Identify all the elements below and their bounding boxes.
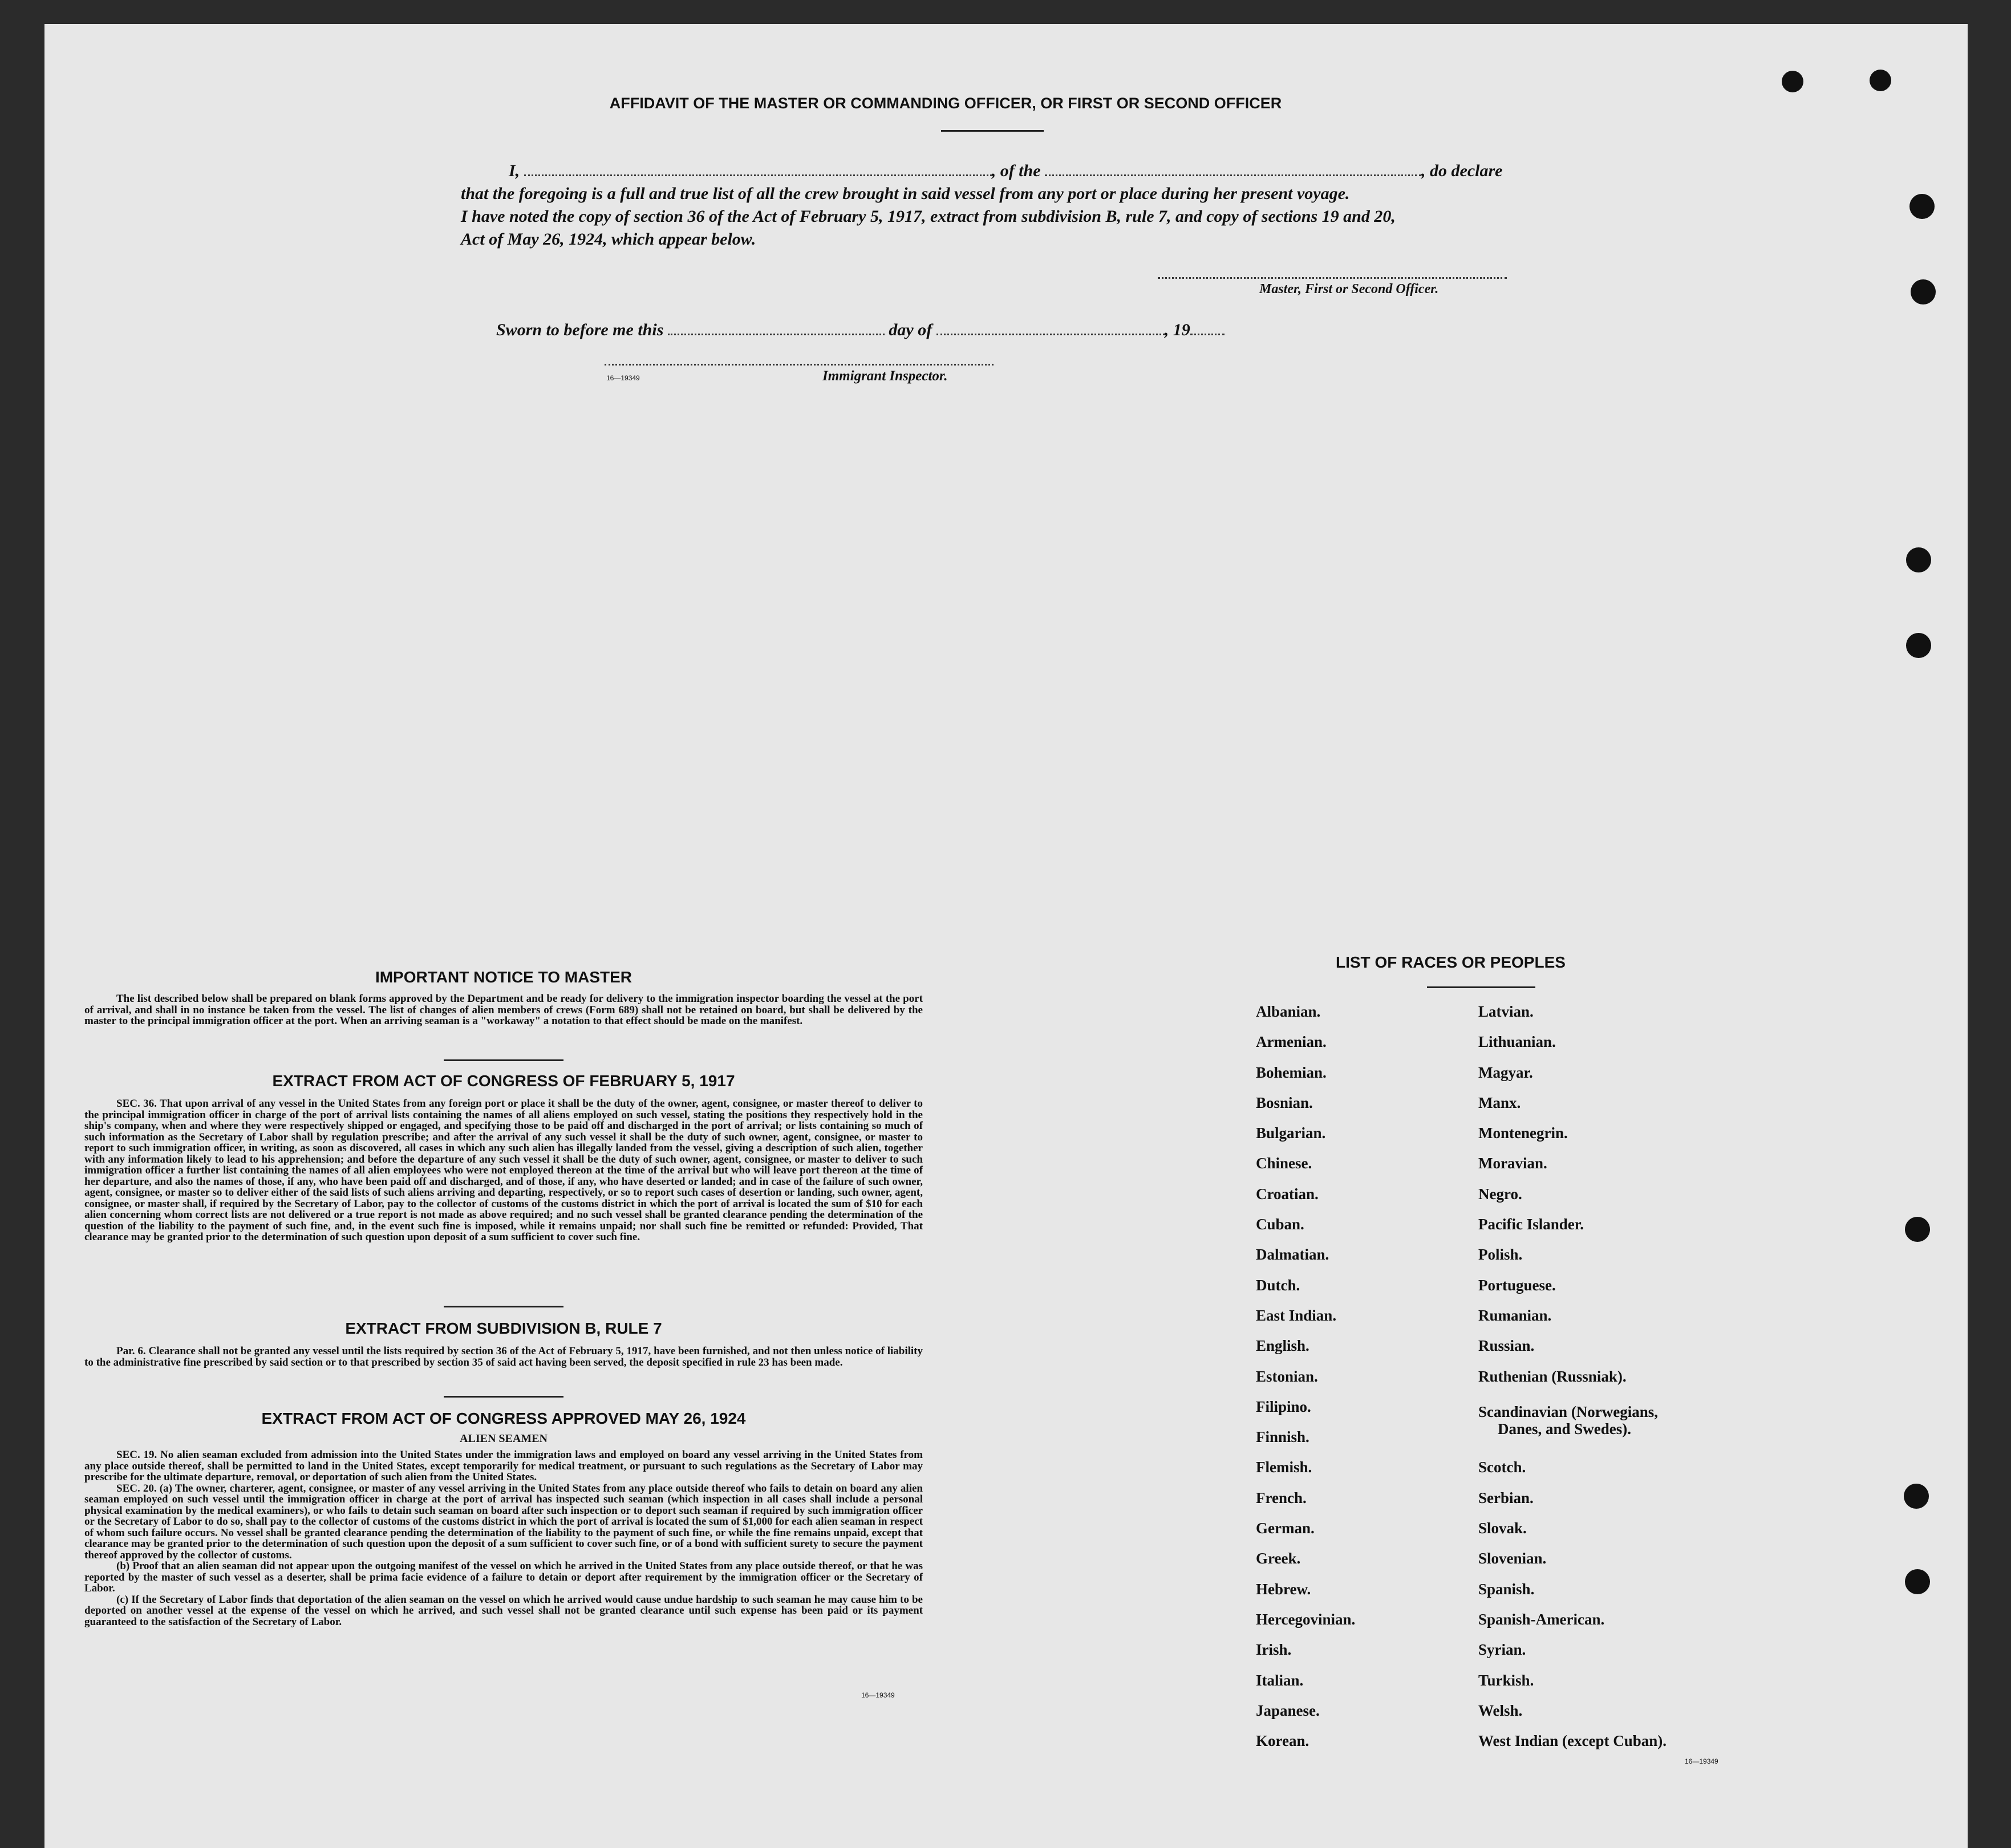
master-signature-line[interactable] [1158,276,1507,279]
divider [444,1306,563,1307]
races-left-column [1256,997,1461,1756]
list-item: Bosnian. [1256,1094,1313,1111]
notice-title: IMPORTANT NOTICE TO MASTER [375,968,633,986]
affidavit-line-2: that the foregoing is a full and true list of all the crew brought in said vessel from any port or place during her present voyage. [461,184,1350,203]
list-item: Slovenian. [1478,1550,1547,1567]
list-item: Montenegrin. [1478,1124,1568,1142]
affidavit-of-the: , of the [991,161,1041,180]
divider [444,1059,563,1061]
list-item: Rumanian. [1478,1306,1552,1324]
extract3-subtitle: ALIEN SEAMEN [460,1432,548,1445]
list-item: Japanese. [1256,1701,1320,1719]
extract3-text: SEC. 19. No alien seaman excluded from admission into the United States under the immigration laws and employed on board any vessel arriving in the United States from any place outside thereof, shall be permitted to land in the United States, except temporarily for medical treatment, or pursuant to such regulations as the Secretary of Labor may prescribe for the ultimate departure, removal, or deportation of such alien from the United States. SEC. 20. (a) The owner, charterer, agent, consignee, or master of any vessel arriving in the United States from any place outside thereof who fails to detain on board any alien seaman employed on such vessel until the immigration officer in charge at the port of arrival has inspected such seaman (which inspection in all cases shall include a personal physical examination by the medical examiners), or who fails to detain such seaman on board after such inspection or to deport such seaman if required by such immigration officer or the Secretary of Labor to do so, shall pay to the collector of customs of the customs district in which the port of arrival is located the sum of $1,000 for each alien seaman in respect of whom such failure occurs. No vessel shall be granted clearance pending the determination of the liability to the payment of such fine, or while the fine remains unpaid, except that clearance may be granted prior to the determination of such question upon the deposit of a sum sufficient to cover such fine, or of a bond with sufficient surety to secure the payment thereof approved by the collector of customs. (b) Proof that an alien seaman did not appear upon the outgoing manifest of the vessel on which he arrived in the United States from any place outside thereof, or that he was reported by the master of such vessel as a deserter, shall be prima facie evidence of a failure to detain or deport after requirement by the immigration officer or the Secretary of Labor. (c) If the Secretary of Labor finds that deportation of the alien seaman on the vessel on which he arrived would cause undue hardship to such seaman he may cause him to be deported on another vessel at the expense of the vessel on which he arrived, and such vessel shall not be granted clearance until such expense has been paid or its payment guaranteed to the satisfaction of the Secretary of Labor. [84,1449,923,1628]
list-item: Magyar. [1478,1063,1533,1081]
sworn-date-field[interactable] [668,321,885,335]
list-item: Lithuanian. [1478,1033,1556,1051]
inspector-signature-line[interactable] [605,363,994,365]
punch-hole [1911,279,1936,304]
list-item: Spanish. [1478,1580,1535,1598]
list-item: West Indian (except Cuban). [1478,1732,1667,1750]
form-number: 16—19349 [861,1691,895,1699]
list-item: Filipino. [1256,1398,1311,1415]
list-item: Chinese. [1256,1155,1312,1172]
affidavit-line-4: Act of May 26, 1924, which appear below. [461,230,756,249]
extract3-title: EXTRACT FROM ACT OF CONGRESS APPROVED MAY 26, 1924 [261,1410,746,1427]
notice-text: The list described below shall be prepared on blank forms approved by the Department and be ready for delivery to the immigration inspector boarding the vessel at the port of arrival, and shall in no instance be taken from the vessel. The list of changes of alien members of crews (Form 689) shall not be retained on board, but shall be delivered by the master to the principal immigration officer at the port. When an arriving seaman is a "workaway" a notation to that effect should be made on the manifest. [84,993,923,1027]
sworn-month-field[interactable] [936,321,1165,335]
punch-hole [1906,633,1931,658]
list-item: Scandinavian (Norwegians, Danes, and Swedes). [1478,1403,1659,1437]
list-item: Scotch. [1478,1459,1526,1476]
affidavit-body [461,160,1573,251]
sworn-year-field[interactable] [1190,321,1225,335]
list-item: Cuban. [1256,1216,1304,1233]
inspector-label: Immigrant Inspector. [822,368,948,384]
list-item: East Indian. [1256,1306,1337,1324]
list-item: Serbian. [1478,1489,1534,1506]
affidavit-line-3: I have noted the copy of section 36 of the Act of February 5, 1917, extract from subdivision B, rule 7, and copy of sections 19 and 20, [461,207,1396,226]
list-item: Pacific Islander. [1478,1216,1584,1233]
list-item: Moravian. [1478,1155,1547,1172]
list-item: French. [1256,1489,1307,1506]
punch-hole [1870,70,1891,91]
list-item: Bohemian. [1256,1063,1327,1081]
list-item: German. [1256,1520,1315,1537]
list-item: Hercegovinian. [1256,1610,1356,1628]
master-signature-label: Master, First or Second Officer. [1259,282,1439,297]
form-number: 16—19349 [606,374,640,382]
punch-hole [1905,1569,1930,1594]
list-item: Spanish-American. [1478,1610,1605,1628]
divider [444,1396,563,1398]
list-item: Dutch. [1256,1276,1300,1294]
divider [941,130,1044,132]
list-item: Dalmatian. [1256,1246,1329,1264]
list-item: Portuguese. [1478,1276,1556,1294]
extract2-text: Par. 6. Clearance shall not be granted any vessel until the lists required by section 36 of the Act of February 5, 1917, have been furnished, and not then unless notice of liability to the administrative fine prescribed by said section or to that prescribed by section 35 of said act having been served, the deposit specified in rule 23 has been made. [84,1345,923,1368]
list-item: Korean. [1256,1732,1309,1750]
list-item: Estonian. [1256,1367,1318,1385]
list-item: English. [1256,1337,1309,1355]
affidavit-do-declare: , do declare [1421,161,1503,180]
list-item: Irish. [1256,1641,1292,1659]
list-item: Polish. [1478,1246,1523,1264]
affidavit-i: I, [509,161,520,180]
list-item: Finnish. [1256,1428,1309,1446]
list-item: Bulgarian. [1256,1124,1326,1142]
list-item: Turkish. [1478,1671,1534,1689]
races-right-column [1478,997,1775,1756]
form-number: 16—19349 [1685,1757,1718,1765]
list-item: Albanian. [1256,1003,1321,1020]
vessel-field[interactable] [1045,162,1421,176]
races-title: LIST OF RACES OR PEOPLES [1336,953,1566,971]
name-field[interactable] [524,162,992,176]
list-item: Slovak. [1478,1520,1527,1537]
list-item: Ruthenian (Russniak). [1478,1367,1627,1385]
divider [1427,986,1535,988]
punch-hole [1905,1217,1930,1242]
list-item: Croatian. [1256,1185,1319,1203]
punch-hole [1782,71,1803,92]
list-item: Latvian. [1478,1003,1534,1020]
list-item: Syrian. [1478,1641,1526,1659]
list-item: Welsh. [1478,1701,1523,1719]
extract2-title: EXTRACT FROM SUBDIVISION B, RULE 7 [345,1319,662,1337]
form-page [44,24,1968,1848]
list-item: Negro. [1478,1185,1522,1203]
extract1-title: EXTRACT FROM ACT OF CONGRESS OF FEBRUARY 5, 1917 [272,1072,735,1090]
list-item: Manx. [1478,1094,1521,1111]
list-item: Hebrew. [1256,1580,1311,1598]
punch-hole [1904,1484,1929,1509]
list-item: Italian. [1256,1671,1304,1689]
extract1-text: SEC. 36. That upon arrival of any vessel in the United States from any foreign port or place it shall be the duty of the owner, agent, consignee, or master thereof to deliver to the principal immigration officer in charge of the port of arrival lists containing the names of all aliens employed on such vessel, stating the positions they respectively hold in the ship's company, when and where they were respectively shipped or engaged, and specifying those to be paid off and discharged in the port of arrival; or lists containing so much of such information as the Secretary of Labor shall by regulation prescribe; and after the arrival of any such vessel it shall be the duty of such owner, agent, consignee, or master to report to such immigration officer, in writing, as soon as discovered, all cases in which any such alien has illegally landed from the vessel, giving a description of such alien, together with any information likely to lead to his apprehension; and before the departure of any such vessel it shall be the duty of such owner, agent, consignee, or master to deliver to such immigration officer a further list containing the names of all alien employees who were not employed thereon at the time of the arrival but who will leave port thereon at the time of her departure, and also the names of those, if any, who have been paid off and discharged, and of those, if any, who have deserted or landed; and in case of the failure of such owner, agent, consignee, or master so to deliver either of the said lists of such aliens arriving and departing, respectively, or so to report such cases of desertion or landing, such owner, agent, consignee, or master shall, if required by the Secretary of Labor, pay to the collector of customs of the customs district in which the port of arrival is located the sum of $10 for each alien concerning whom correct lists are not delivered or a true report is not made as above required; and no such vessel shall be granted clearance pending the determination of the question of the liability to the payment of such fine, and, in the event such fine is imposed, while it remains unpaid; nor shall such fine be remitted or refunded: Provided, That clearance may be granted prior to the determination of such question upon deposit of a sum sufficient to cover such fine. [84,1098,923,1243]
list-item: Flemish. [1256,1459,1312,1476]
list-item: Russian. [1478,1337,1535,1355]
sworn-line: Sworn to before me this day of , 19 [496,320,1225,340]
list-item: Greek. [1256,1550,1301,1567]
list-item: Armenian. [1256,1033,1327,1051]
affidavit-title: AFFIDAVIT OF THE MASTER OR COMMANDING OFFICER, OR FIRST OR SECOND OFFICER [609,95,1282,112]
punch-hole [1906,547,1931,572]
punch-hole [1909,194,1935,219]
